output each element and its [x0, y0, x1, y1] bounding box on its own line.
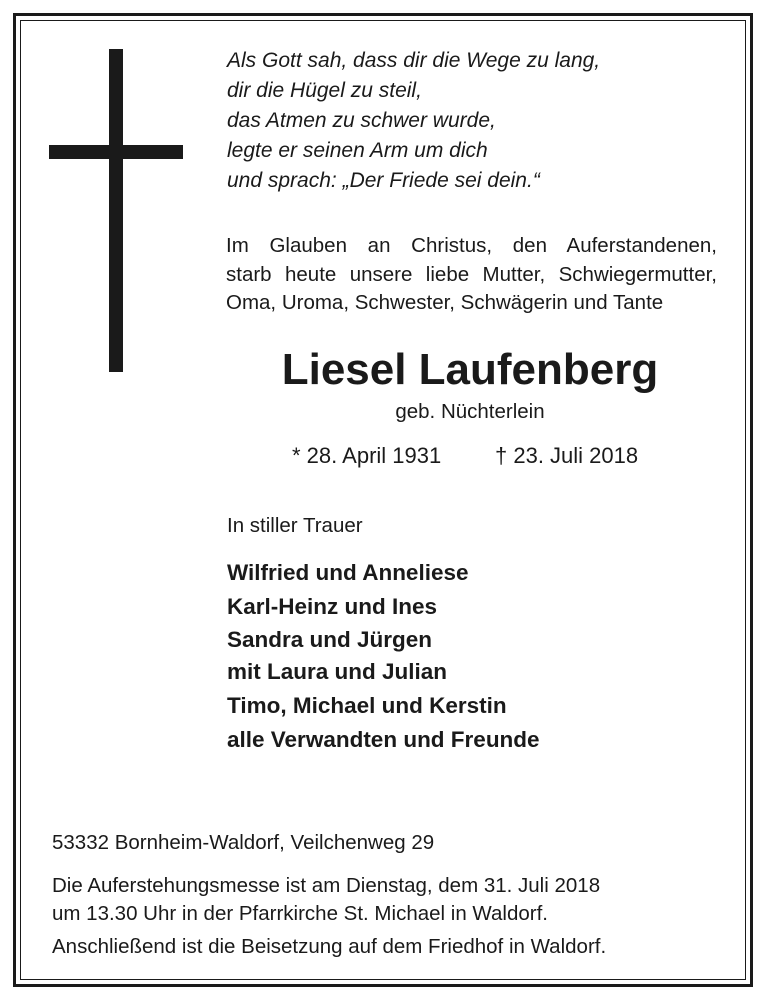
death-announcement-text — [226, 232, 717, 318]
cross-vertical-bar — [109, 49, 123, 372]
mourner-entry: Wilfried und Anneliese — [227, 560, 469, 585]
deceased-name: Liesel Laufenberg — [281, 345, 659, 394]
verse-line: legte er seinen Arm um dich — [227, 139, 488, 162]
verse — [227, 46, 600, 196]
cross-horizontal-bar — [49, 145, 183, 159]
mourners-list — [227, 556, 540, 757]
verse-line: das Atmen zu schwer wurde, — [227, 109, 496, 132]
death-date: † 23. Juli 2018 — [495, 443, 639, 468]
mourner-entry: Karl-Heinz und Ines — [227, 594, 438, 619]
verse-line: dir die Hügel zu steil, — [227, 79, 422, 102]
mourner-entry: Timo, Michael und Kerstin — [227, 693, 507, 718]
service-line: Die Auferstehungsmesse ist am Dienstag, dem 31. Juli 2018 — [52, 874, 601, 897]
intro-line: starb heute unsere liebe Mutter, Schwiegermutter, — [226, 262, 717, 286]
service-line: Anschließend ist die Beisetzung auf dem Friedhof in Waldorf. — [52, 935, 607, 958]
mourner-entry: mit Laura und Julian — [227, 659, 448, 684]
mourner-entry: Sandra und Jürgen — [227, 627, 433, 652]
verse-line: und sprach: „Der Friede sei dein.“ — [227, 169, 540, 192]
maiden-name: geb. Nüchterlein — [395, 400, 545, 423]
address: 53332 Bornheim-Waldorf, Veilchenweg 29 — [52, 831, 435, 854]
mourning-heading: In stiller Trauer — [227, 514, 363, 537]
service-line: um 13.30 Uhr in der Pfarrkirche St. Michael in Waldorf. — [52, 902, 548, 925]
service-info — [52, 872, 606, 961]
birth-date: * 28. April 1931 — [292, 443, 442, 468]
mourner-entry: alle Verwandten und Freunde — [227, 727, 540, 752]
verse-line: Als Gott sah, dass dir die Wege zu lang, — [227, 49, 601, 72]
intro-line: Oma, Uroma, Schwester, Schwägerin und Tante — [226, 291, 664, 314]
intro-line: Im Glauben an Christus, den Auferstandenen, — [226, 234, 717, 257]
